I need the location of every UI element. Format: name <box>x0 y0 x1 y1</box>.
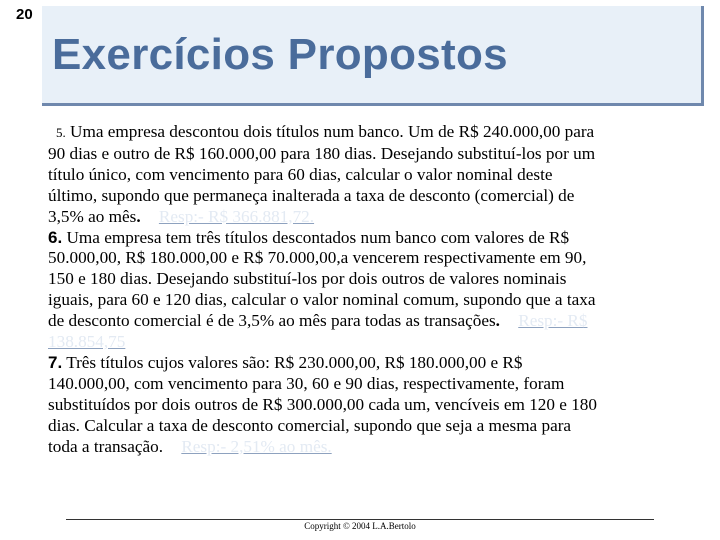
exercise-line: 150 e 180 dias. Desejando substituí-los por dois outros de valores nominais <box>48 269 567 289</box>
answer-link[interactable]: Resp:- R$ <box>518 311 588 331</box>
exercise-line: 50.000,00, R$ 180.000,00 e R$ 70.000,00,a vencerem respectivamente em 90, <box>48 248 587 268</box>
exercise-number: 7. <box>48 352 63 372</box>
page-title: Exercícios Propostos <box>52 30 508 79</box>
exercise-line: iguais, para 60 e 120 dias, calcular o valor nominal comum, supondo que a taxa <box>48 290 596 310</box>
exercise-line: de desconto comercial é de 3,5% ao mês para todas as transações <box>48 311 496 331</box>
exercise-line: 90 dias e outro de R$ 160.000,00 para 180 dias. Desejando substituí-los por um <box>48 143 596 163</box>
exercise-line: Uma empresa descontou dois títulos num banco. Um de R$ 240.000,00 para <box>70 122 595 141</box>
exercise-number: 6. <box>48 227 63 247</box>
exercise-6 <box>48 228 698 353</box>
exercise-line: título único, com vencimento para 60 dias, calcular o valor nominal deste <box>48 164 553 184</box>
footer-copyright: Copyright © 2004 L.A.Bertolo <box>304 521 416 531</box>
exercise-list <box>48 122 698 458</box>
answer-link[interactable]: Resp:- 2,51% ao mês. <box>181 436 332 456</box>
exercise-line: substituídos por dois outros de R$ 300.000,00 cada um, vencíveis em 120 e 180 <box>48 394 597 414</box>
exercise-line: toda a transação. <box>48 436 164 456</box>
exercise-line: último, supondo que permaneça inalterada a taxa de desconto (comercial) de <box>48 185 575 205</box>
end-mark: . <box>136 206 141 226</box>
answer-link[interactable]: Resp:- R$ 366.881,72. <box>158 206 315 226</box>
slide-number: 20 <box>16 6 33 23</box>
exercise-line: dias. Calcular a taxa de desconto comercial, supondo que seja a mesma para <box>48 415 572 435</box>
answer-link-continued[interactable]: 138.854,75 <box>48 332 126 352</box>
exercise-line: Três títulos cujos valores são: R$ 230.000,00, R$ 180.000,00 e R$ <box>66 352 523 372</box>
exercise-number: 5. <box>56 125 66 140</box>
title-box <box>42 6 704 106</box>
exercise-5 <box>48 122 698 228</box>
exercise-7 <box>48 353 698 458</box>
exercise-line: 3,5% ao mês <box>48 206 137 226</box>
exercise-line: 140.000,00, com vencimento para 30, 60 e 90 dias, respectivamente, foram <box>48 373 565 393</box>
footer-divider <box>66 519 654 520</box>
end-mark: . <box>495 311 500 331</box>
exercise-line: Uma empresa tem três títulos descontados num banco com valores de R$ <box>66 227 570 247</box>
